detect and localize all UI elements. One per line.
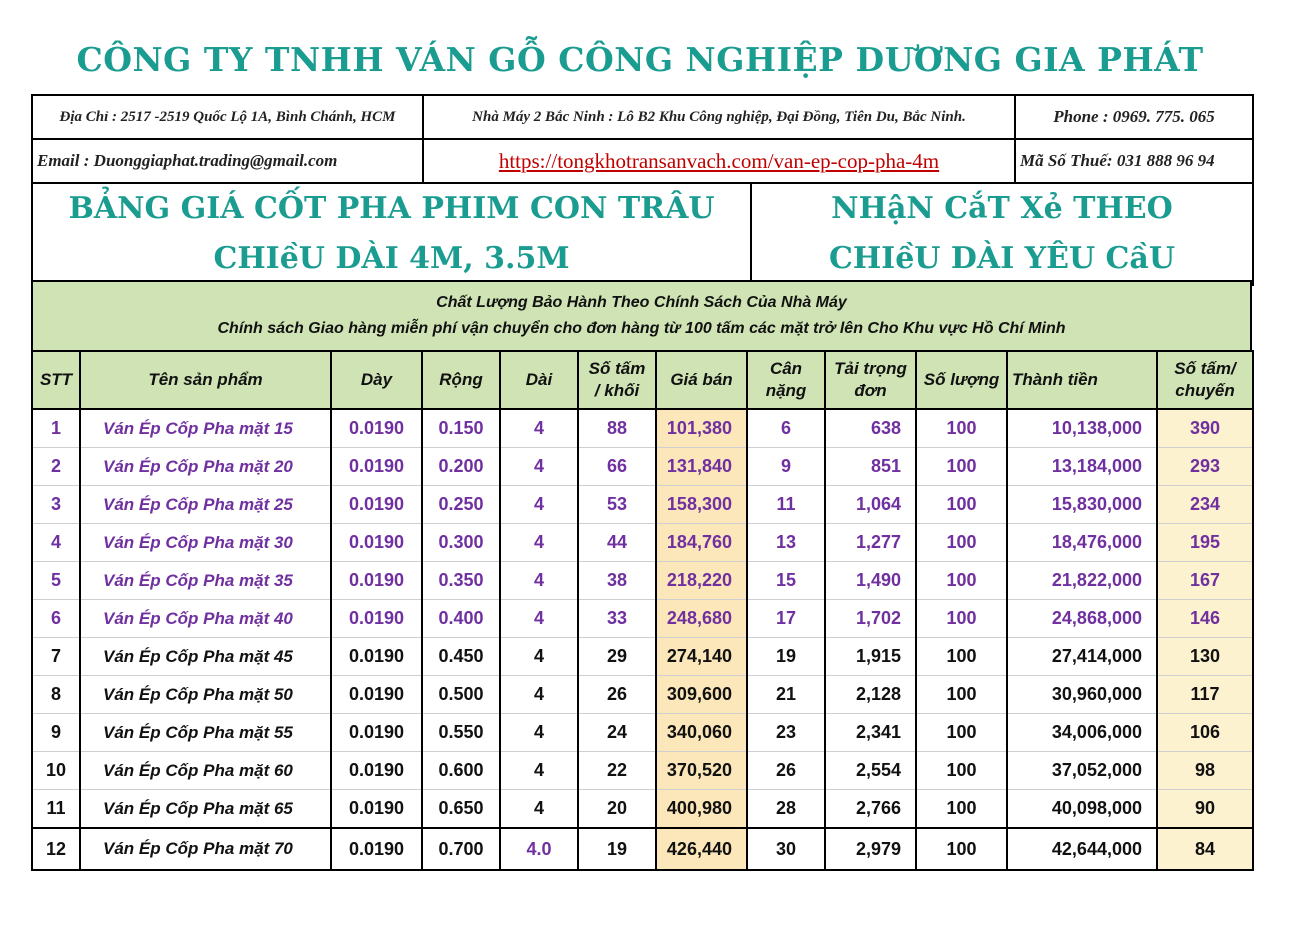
cell-width: 0.600 [422, 752, 500, 790]
cell-total: 30,960,000 [1007, 676, 1157, 714]
banner-table [31, 182, 1254, 286]
table-row [32, 486, 1253, 524]
cell-weight: 11 [747, 486, 825, 524]
cell-stt: 12 [32, 828, 80, 870]
table-row [32, 638, 1253, 676]
cell-load: 1,277 [825, 524, 916, 562]
cell-load: 1,702 [825, 600, 916, 638]
cell-width: 0.650 [422, 790, 500, 829]
policy-note-table [31, 280, 1252, 352]
cell-price: 400,980 [656, 790, 747, 829]
contact-info-table [31, 94, 1254, 184]
company-title: CÔNG TY TNHH VÁN GỖ CÔNG NGHIỆP DƯƠNG GIA PHÁT [76, 40, 1204, 79]
cell-sheets-per-block: 19 [578, 828, 656, 870]
cell-product-name: Ván Ép Cốp Pha mặt 60 [80, 752, 331, 790]
cell-thickness: 0.0190 [331, 524, 422, 562]
cell-product-name: Ván Ép Cốp Pha mặt 40 [80, 600, 331, 638]
cell-thickness: 0.0190 [331, 448, 422, 486]
cell-weight: 28 [747, 790, 825, 829]
cell-weight: 19 [747, 638, 825, 676]
phone-cell: Phone : 0969. 775. 065 [1015, 95, 1253, 139]
cell-thickness: 0.0190 [331, 828, 422, 870]
cell-stt: 3 [32, 486, 80, 524]
header-sheets-line1: Số tấm [588, 359, 646, 378]
header-weight [747, 351, 825, 409]
cell-quantity: 100 [916, 524, 1007, 562]
cell-product-name: Ván Ép Cốp Pha mặt 20 [80, 448, 331, 486]
cell-per-trip: 293 [1157, 448, 1253, 486]
cell-product-name: Ván Ép Cốp Pha mặt 70 [80, 828, 331, 870]
cell-per-trip: 390 [1157, 409, 1253, 448]
cell-width: 0.700 [422, 828, 500, 870]
cell-price: 184,760 [656, 524, 747, 562]
cell-stt: 5 [32, 562, 80, 600]
cell-total: 15,830,000 [1007, 486, 1157, 524]
cell-stt: 9 [32, 714, 80, 752]
table-row [32, 562, 1253, 600]
cell-sheets-per-block: 88 [578, 409, 656, 448]
cell-length: 4 [500, 486, 578, 524]
banner-right-line2: CHIềU DÀI YÊU CầU [828, 241, 1176, 276]
policy-note [32, 281, 1251, 351]
cell-quantity: 100 [916, 562, 1007, 600]
cell-product-name: Ván Ép Cốp Pha mặt 65 [80, 790, 331, 829]
cell-weight: 6 [747, 409, 825, 448]
cell-length: 4 [500, 790, 578, 829]
cell-stt: 11 [32, 790, 80, 829]
cell-quantity: 100 [916, 448, 1007, 486]
cell-thickness: 0.0190 [331, 752, 422, 790]
cell-thickness: 0.0190 [331, 562, 422, 600]
cell-sheets-per-block: 44 [578, 524, 656, 562]
cell-weight: 15 [747, 562, 825, 600]
cell-price: 370,520 [656, 752, 747, 790]
cell-thickness: 0.0190 [331, 409, 422, 448]
cell-weight: 17 [747, 600, 825, 638]
header-length: Dài [500, 351, 578, 409]
cell-quantity: 100 [916, 714, 1007, 752]
table-row [32, 714, 1253, 752]
cell-stt: 6 [32, 600, 80, 638]
cell-quantity: 100 [916, 828, 1007, 870]
cell-stt: 10 [32, 752, 80, 790]
cell-sheets-per-block: 29 [578, 638, 656, 676]
cell-load: 2,979 [825, 828, 916, 870]
header-name: Tên sản phẩm [80, 351, 331, 409]
cell-total: 24,868,000 [1007, 600, 1157, 638]
table-row [32, 752, 1253, 790]
cell-price: 158,300 [656, 486, 747, 524]
cell-length: 4 [500, 676, 578, 714]
cell-weight: 9 [747, 448, 825, 486]
cell-per-trip: 146 [1157, 600, 1253, 638]
cell-stt: 8 [32, 676, 80, 714]
banner-left-line1: BẢNG GIÁ CỐT PHA PHIM CON TRÂU [68, 191, 715, 226]
cell-sheets-per-block: 66 [578, 448, 656, 486]
cell-thickness: 0.0190 [331, 486, 422, 524]
warranty-note: Chất Lượng Bảo Hành Theo Chính Sách Của Nhà Máy [436, 294, 847, 311]
table-row [32, 524, 1253, 562]
header-total: Thành tiền [1007, 351, 1157, 409]
header-stt: STT [32, 351, 80, 409]
cell-length: 4 [500, 524, 578, 562]
cell-price: 131,840 [656, 448, 747, 486]
cell-length: 4 [500, 638, 578, 676]
table-header-row [32, 351, 1253, 409]
cell-weight: 21 [747, 676, 825, 714]
cell-total: 10,138,000 [1007, 409, 1157, 448]
cell-length: 4 [500, 448, 578, 486]
website-cell [423, 139, 1015, 183]
cell-thickness: 0.0190 [331, 676, 422, 714]
header-load [825, 351, 916, 409]
tax-code-cell: Mã Số Thuế: 031 888 96 94 [1015, 139, 1253, 183]
banner-left-line2: CHIềU DÀI 4M, 3.5M [213, 241, 570, 276]
header-thickness: Dày [331, 351, 422, 409]
banner-right-line1: NHậN CắT Xẻ THEO [831, 191, 1173, 226]
cell-total: 34,006,000 [1007, 714, 1157, 752]
delivery-note: Chính sách Giao hàng miễn phí vận chuyển cho đơn hàng từ 100 tấm các mặt trở lên Cho Khu vực Hồ Chí Minh [217, 320, 1066, 337]
cell-total: 18,476,000 [1007, 524, 1157, 562]
price-table [31, 350, 1254, 871]
cell-per-trip: 98 [1157, 752, 1253, 790]
cell-per-trip: 84 [1157, 828, 1253, 870]
cell-product-name: Ván Ép Cốp Pha mặt 15 [80, 409, 331, 448]
cell-sheets-per-block: 53 [578, 486, 656, 524]
cell-quantity: 100 [916, 409, 1007, 448]
cell-weight: 26 [747, 752, 825, 790]
cell-load: 2,341 [825, 714, 916, 752]
factory-cell: Nhà Máy 2 Bắc Ninh : Lô B2 Khu Công nghiệp, Đại Đồng, Tiên Du, Bắc Ninh. [423, 95, 1015, 139]
cell-product-name: Ván Ép Cốp Pha mặt 35 [80, 562, 331, 600]
price-list-banner [32, 183, 751, 285]
cell-quantity: 100 [916, 486, 1007, 524]
cell-load: 1,064 [825, 486, 916, 524]
email-cell: Email : Duonggiaphat.trading@gmail.com [32, 139, 423, 183]
cell-width: 0.350 [422, 562, 500, 600]
cell-thickness: 0.0190 [331, 714, 422, 752]
cell-stt: 1 [32, 409, 80, 448]
cell-stt: 2 [32, 448, 80, 486]
cell-width: 0.400 [422, 600, 500, 638]
cell-width: 0.450 [422, 638, 500, 676]
table-row [32, 790, 1253, 829]
cell-width: 0.200 [422, 448, 500, 486]
header-sheets-per-block [578, 351, 656, 409]
cell-product-name: Ván Ép Cốp Pha mặt 30 [80, 524, 331, 562]
header-per-trip-line2: chuyến [1175, 381, 1235, 400]
cell-sheets-per-block: 26 [578, 676, 656, 714]
table-row [32, 676, 1253, 714]
header-weight-line2: nặng [765, 381, 807, 400]
cell-total: 21,822,000 [1007, 562, 1157, 600]
cell-load: 851 [825, 448, 916, 486]
header-weight-line1: Cân [769, 359, 803, 378]
cell-load: 2,766 [825, 790, 916, 829]
cell-sheets-per-block: 24 [578, 714, 656, 752]
cell-stt: 4 [32, 524, 80, 562]
header-sheets-line2: / khối [594, 381, 640, 400]
table-row [32, 409, 1253, 448]
cell-quantity: 100 [916, 790, 1007, 829]
cell-total: 40,098,000 [1007, 790, 1157, 829]
cutting-service-banner [751, 183, 1253, 285]
cell-total: 27,414,000 [1007, 638, 1157, 676]
cell-quantity: 100 [916, 752, 1007, 790]
cell-stt: 7 [32, 638, 80, 676]
cell-sheets-per-block: 33 [578, 600, 656, 638]
cell-price: 340,060 [656, 714, 747, 752]
cell-total: 37,052,000 [1007, 752, 1157, 790]
cell-length: 4 [500, 562, 578, 600]
cell-length: 4 [500, 714, 578, 752]
cell-length: 4 [500, 752, 578, 790]
cell-product-name: Ván Ép Cốp Pha mặt 50 [80, 676, 331, 714]
cell-weight: 30 [747, 828, 825, 870]
header-per-trip-line1: Số tấm/ [1174, 359, 1236, 378]
cell-load: 2,128 [825, 676, 916, 714]
cell-sheets-per-block: 22 [578, 752, 656, 790]
cell-load: 1,915 [825, 638, 916, 676]
cell-width: 0.150 [422, 409, 500, 448]
cell-per-trip: 117 [1157, 676, 1253, 714]
cell-sheets-per-block: 38 [578, 562, 656, 600]
cell-per-trip: 106 [1157, 714, 1253, 752]
cell-weight: 13 [747, 524, 825, 562]
cell-width: 0.550 [422, 714, 500, 752]
cell-total: 42,644,000 [1007, 828, 1157, 870]
cell-load: 2,554 [825, 752, 916, 790]
cell-width: 0.300 [422, 524, 500, 562]
cell-product-name: Ván Ép Cốp Pha mặt 25 [80, 486, 331, 524]
cell-length: 4 [500, 409, 578, 448]
header-load-line1: Tải trọng [834, 359, 907, 378]
cell-price: 218,220 [656, 562, 747, 600]
header-load-line2: đơn [854, 381, 887, 400]
cell-product-name: Ván Ép Cốp Pha mặt 45 [80, 638, 331, 676]
cell-price: 248,680 [656, 600, 747, 638]
cell-quantity: 100 [916, 676, 1007, 714]
cell-sheets-per-block: 20 [578, 790, 656, 829]
cell-price: 426,440 [656, 828, 747, 870]
address-cell: Địa Chỉ : 2517 -2519 Quốc Lộ 1A, Bình Chánh, HCM [32, 95, 423, 139]
website-link[interactable]: https://tongkhotransanvach.com/van-ep-cop-pha-4m [498, 148, 940, 173]
cell-total: 13,184,000 [1007, 448, 1157, 486]
cell-length: 4 [500, 600, 578, 638]
header-price: Giá bán [656, 351, 747, 409]
table-row [32, 448, 1253, 486]
cell-price: 309,600 [656, 676, 747, 714]
cell-thickness: 0.0190 [331, 790, 422, 829]
cell-thickness: 0.0190 [331, 638, 422, 676]
cell-per-trip: 167 [1157, 562, 1253, 600]
cell-width: 0.250 [422, 486, 500, 524]
cell-per-trip: 195 [1157, 524, 1253, 562]
table-row [32, 600, 1253, 638]
cell-load: 638 [825, 409, 916, 448]
table-row [32, 828, 1253, 870]
cell-product-name: Ván Ép Cốp Pha mặt 55 [80, 714, 331, 752]
header-per-trip [1157, 351, 1253, 409]
cell-load: 1,490 [825, 562, 916, 600]
cell-quantity: 100 [916, 600, 1007, 638]
cell-per-trip: 234 [1157, 486, 1253, 524]
cell-width: 0.500 [422, 676, 500, 714]
cell-length: 4.0 [500, 828, 578, 870]
cell-price: 101,380 [656, 409, 747, 448]
cell-price: 274,140 [656, 638, 747, 676]
cell-thickness: 0.0190 [331, 600, 422, 638]
header-quantity: Số lượng [916, 351, 1007, 409]
cell-per-trip: 90 [1157, 790, 1253, 829]
cell-weight: 23 [747, 714, 825, 752]
cell-per-trip: 130 [1157, 638, 1253, 676]
cell-quantity: 100 [916, 638, 1007, 676]
header-width: Rộng [422, 351, 500, 409]
